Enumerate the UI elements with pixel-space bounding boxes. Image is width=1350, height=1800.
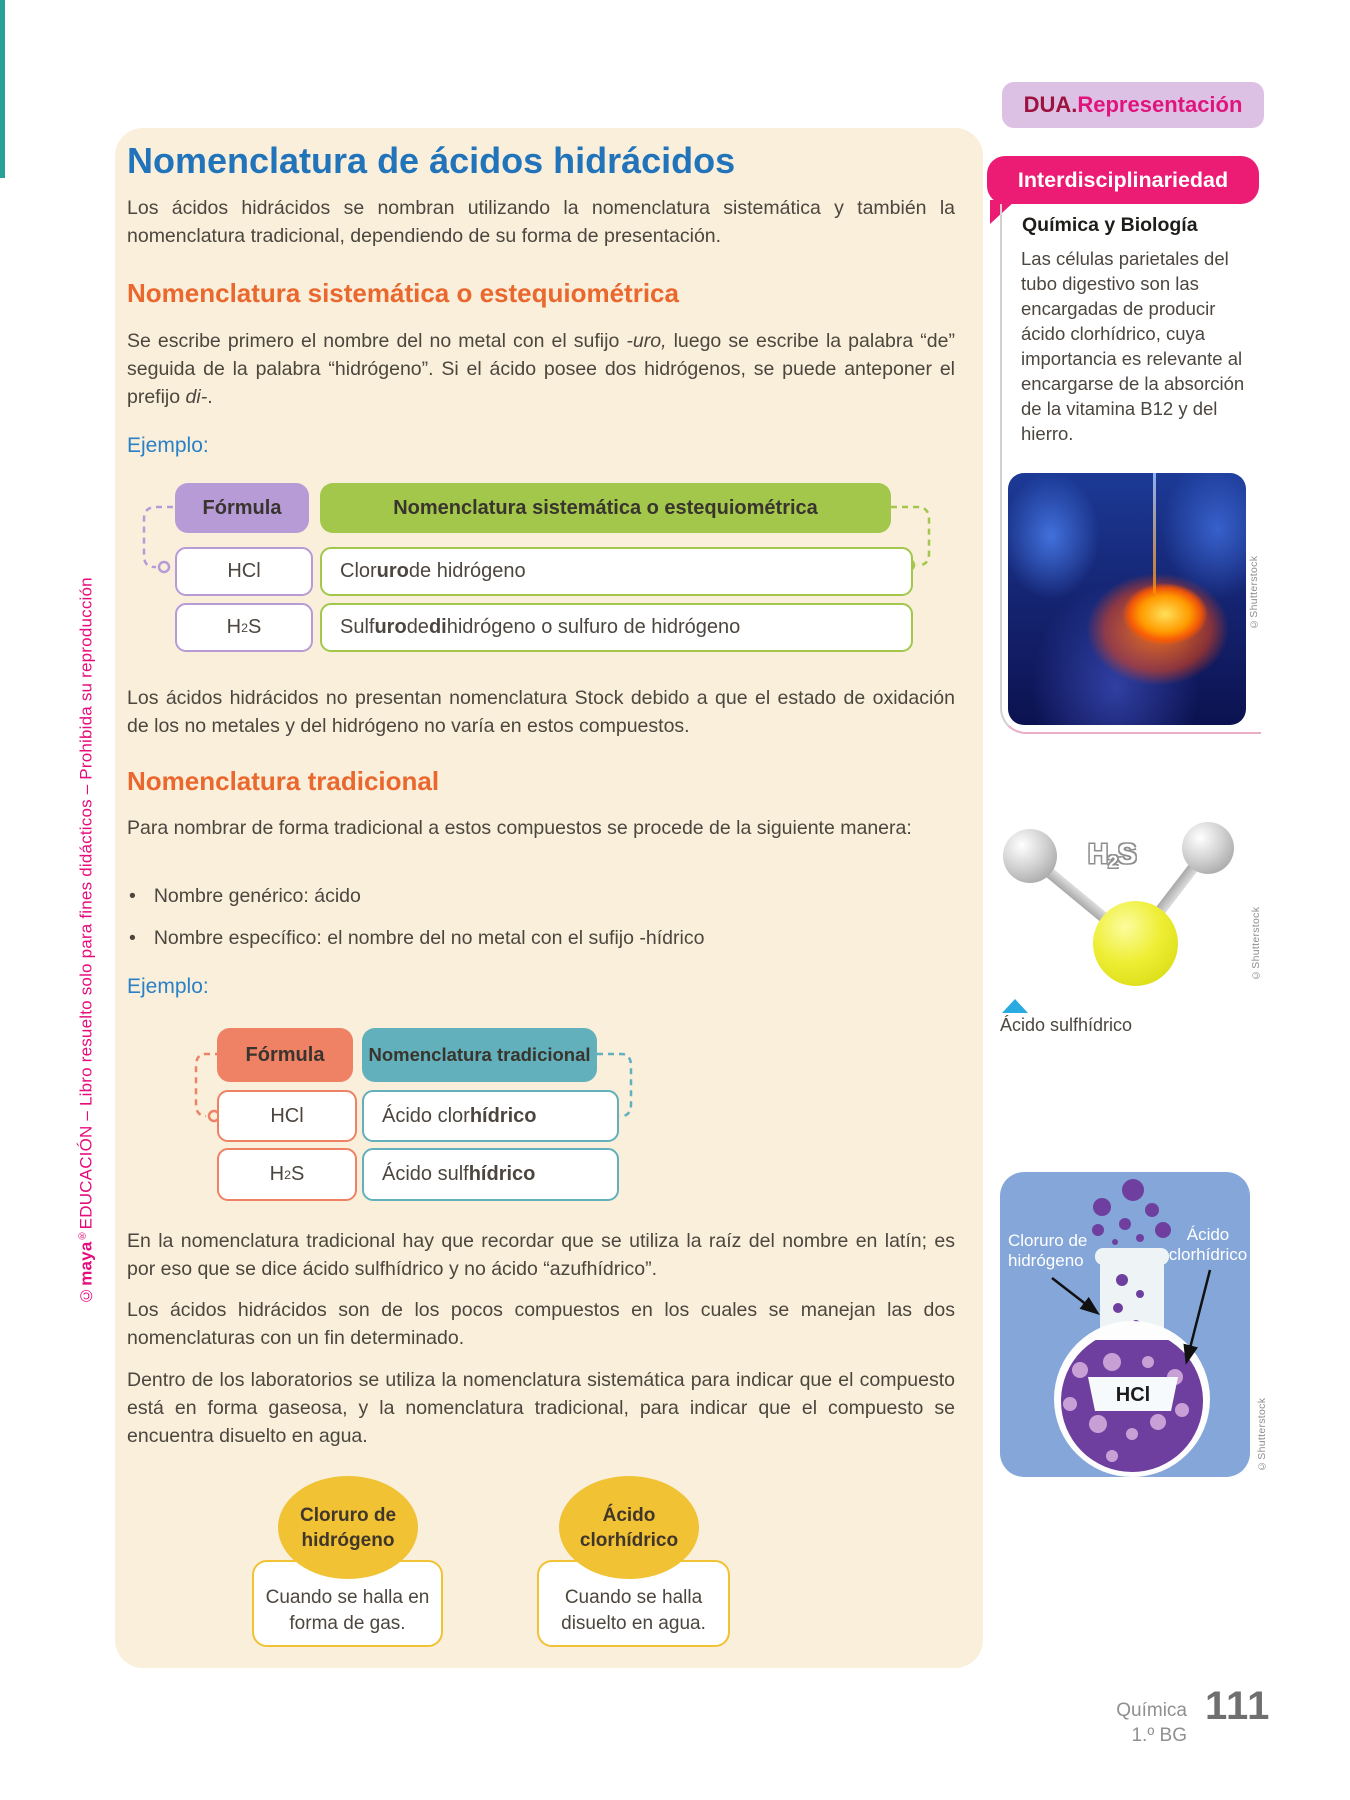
footer-subject [1095, 1698, 1187, 1748]
table2-cell-formula-2: H 2 S [217, 1148, 357, 1201]
hydrochloric-acid-bubble: Ácido clorhídrico [559, 1476, 699, 1579]
page-number: 111 [1205, 1684, 1271, 1728]
caption-triangle-marker [1002, 999, 1028, 1013]
shutterstock-credit-body: ©Shutterstock [1248, 555, 1260, 630]
flask-right-label-line1: Ácido [1186, 1225, 1230, 1244]
intro-paragraph: Los ácidos hidrácidos se nombran utilizando la nomenclatura sistemática y también la nomenclatura tradicional, dependiendo de su forma de presentación. [127, 197, 955, 247]
bullet-generic-name-text: Nombre genérico: ácido [153, 885, 361, 907]
table1-header-systematic: Nomenclatura sistemática o estequiométrica [320, 483, 891, 533]
page-title: Nomenclatura de ácidos hidrácidos [127, 140, 736, 181]
footer-grade: 1.º BG [1131, 1725, 1187, 1746]
bullet-specific-name-text: Nombre específico: el nombre del no metal con el sufijo -hídrico [153, 927, 705, 949]
gas-state-caption: Cuando se halla en forma de gas. [265, 1587, 430, 1634]
two-nomenclatures-paragraph: Los ácidos hidrácidos son de los pocos compuestos en los cuales se manejan las dos nomenclaturas con un fin determinado. [127, 1299, 955, 1349]
latin-root-paragraph: En la nomenclatura tradicional hay que recordar que se utiliza la raíz del nombre en latín; es por eso que se dice ácido sulfhídrico y no ácido “azufhídrico”. [127, 1230, 955, 1280]
table2-cell-name-1: Ácido clor hídrico [362, 1090, 619, 1142]
hydrogen-atom-right [1182, 822, 1234, 874]
dissolved-state-caption: Cuando se halla disuelto en agua. [561, 1587, 706, 1634]
interdisciplinariedad-bubble: Interdisciplinariedad [987, 156, 1259, 204]
table2-cell-formula-1: HCl [217, 1090, 357, 1142]
sulfur-atom [1093, 901, 1178, 986]
dua-representation-tag: DUA. Representación [1002, 82, 1264, 128]
corner-accent-bar [0, 0, 5, 178]
example-label-2: Ejemplo: [127, 975, 209, 998]
molecule-caption: Ácido sulfhídrico [1000, 1015, 1133, 1035]
h2s-formula-label: H2S [1088, 838, 1137, 872]
heading-systematic: Nomenclatura sistemática o estequiométrica [127, 278, 679, 308]
flask-left-label-line2: hidrógeno [1008, 1251, 1084, 1270]
digestive-system-image [1008, 473, 1246, 725]
flask-rim [1095, 1248, 1169, 1265]
table1-cell-name-2: Sulf uro de di hidrógeno o sulfuro de hidrógeno [320, 603, 913, 652]
table2-header-formula: Fórmula [217, 1028, 353, 1082]
flask-illustration [1000, 1172, 1250, 1477]
table2-header-traditional: Nomenclatura tradicional [362, 1028, 597, 1082]
laboratory-usage-paragraph: Dentro de los laboratorios se utiliza la nomenclatura sistemática para indicar que el compuesto está en forma gaseosa, y la nomenclatura tradicional, para indicar que el compuesto se encuentra disuelto en agua. [127, 1369, 955, 1447]
traditional-paragraph: Para nombrar de forma tradicional a estos compuestos se procede de la siguiente manera: [127, 817, 912, 839]
sidebar-card-body: Las células parietales del tubo digestivo son las encargadas de producir ácido clorhídrico, cuya importancia es relevante al encargarse de la absorción de la vitamina B12 y del hierro. [1021, 248, 1245, 444]
copyright-vertical-text: ©maya®EDUCACIÓN – Libro resuelto solo para fines didácticos – Prohibida su reproducción [76, 577, 96, 1305]
table1-header-formula: Fórmula [175, 483, 309, 533]
flask-right-label-line2: clorhídrico [1168, 1245, 1248, 1264]
shutterstock-credit-flask: ©Shutterstock [1256, 1397, 1268, 1472]
heading-traditional: Nomenclatura tradicional [127, 766, 440, 796]
table1-cell-formula-1: HCl [175, 547, 313, 596]
table2-cell-name-2: Ácido sulf hídrico [362, 1148, 619, 1201]
hydrogen-atom-left [1003, 829, 1057, 883]
stock-note-paragraph: Los ácidos hidrácidos no presentan nomenclatura Stock debido a que el estado de oxidación de los no metales y del hidrógeno no varía en estos compuestos. [127, 687, 955, 737]
systematic-paragraph: Se escribe primero el nombre del no metal con el sufijo -uro, luego se escribe la palabra “de” seguida de la palabra “hidrógeno”. Si el ácido posee dos hidrógenos, se puede anteponer el prefijo di-. [127, 330, 955, 408]
bullet-generic-name [129, 885, 361, 908]
table1-cell-formula-2: H 2 S [175, 603, 313, 652]
hydrogen-chloride-bubble: Cloruro de hidrógeno [278, 1476, 418, 1579]
sidebar-card-title: Química y Biología [1022, 214, 1198, 236]
shutterstock-credit-molecule: ©Shutterstock [1250, 906, 1262, 981]
flask-label-text: HCl [1115, 1384, 1151, 1406]
table1-cell-name-1: Clor uro de hidrógeno [320, 547, 913, 596]
flask-left-label-line1: Cloruro de [1008, 1231, 1088, 1250]
footer-subject-name: Química [1116, 1700, 1187, 1721]
example-label-1: Ejemplo: [127, 434, 209, 457]
bullet-specific-name [129, 927, 704, 950]
